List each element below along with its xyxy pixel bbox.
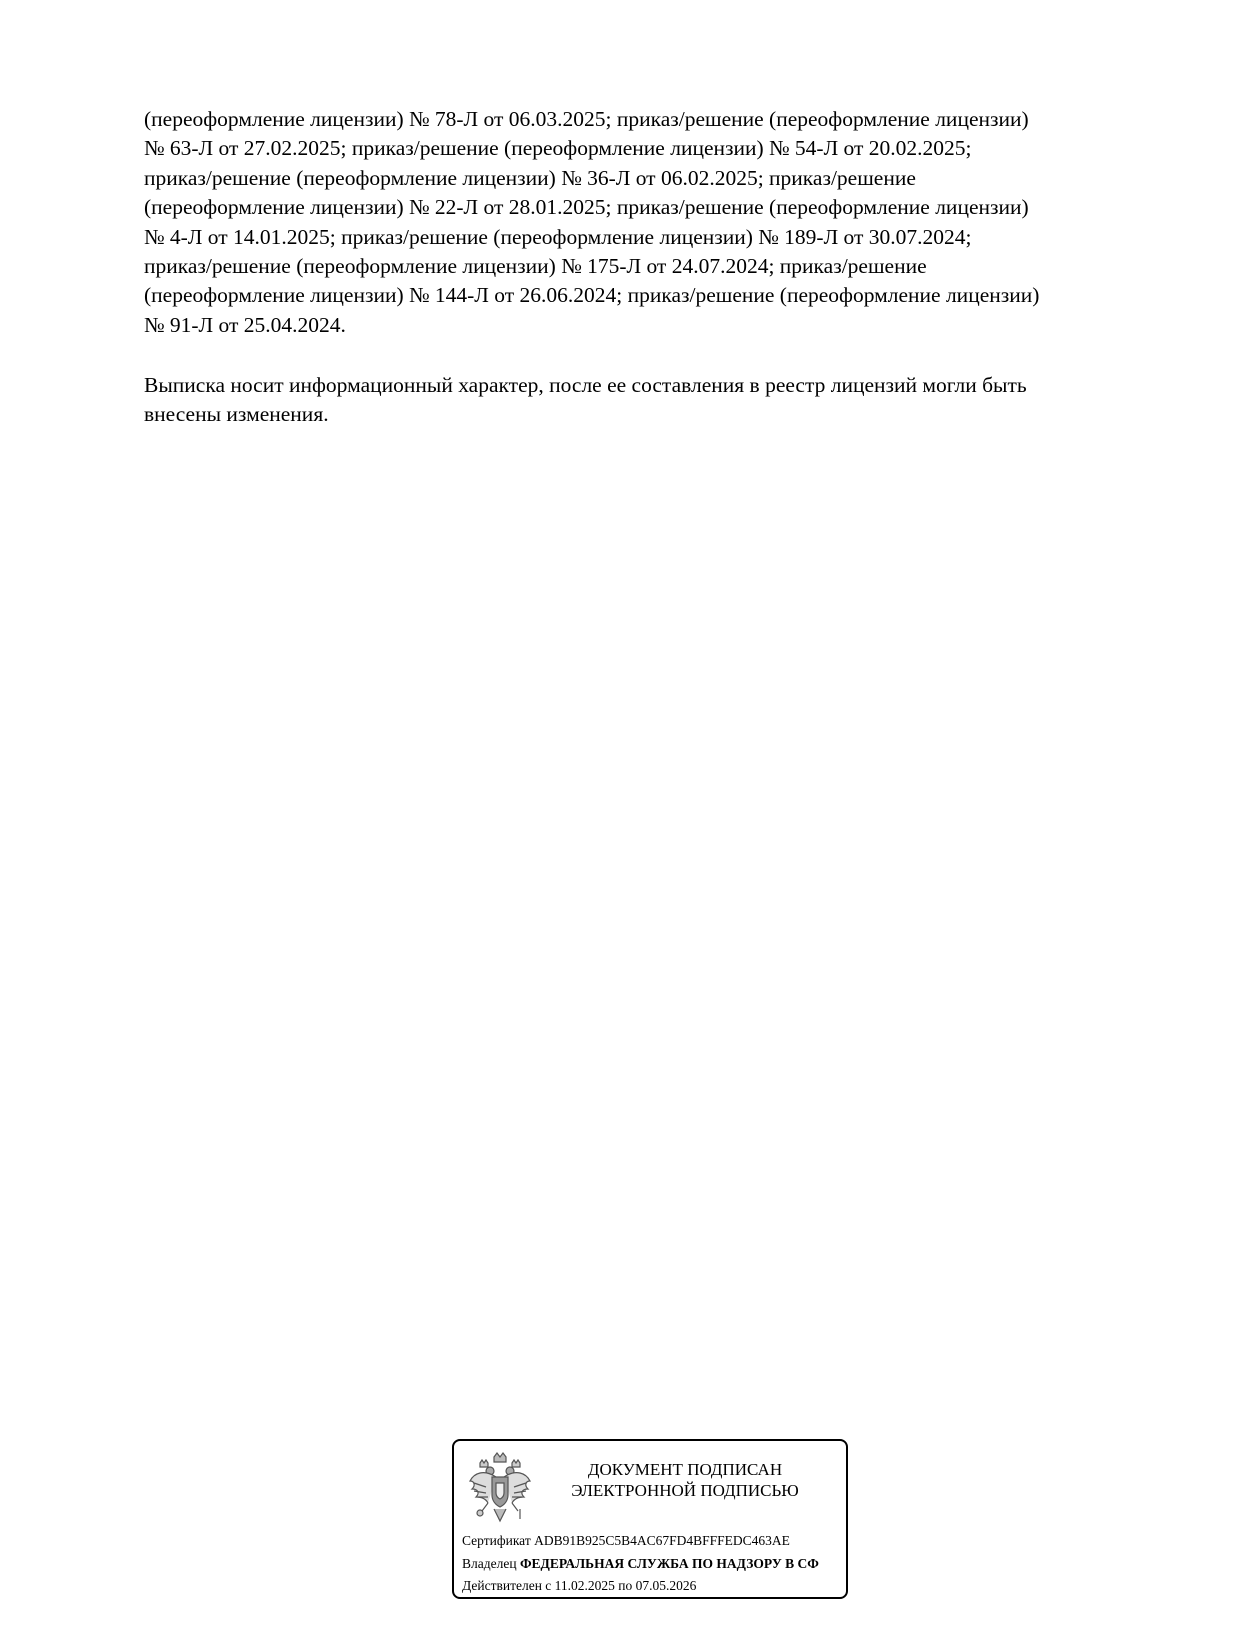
stamp-header — [544, 1459, 826, 1501]
owner-value: ФЕДЕРАЛЬНАЯ СЛУЖБА ПО НАДЗОРУ В СФ — [519, 1556, 819, 1571]
text-line: (переоформление лицензии) № 144-Л от 26.06.2024; приказ/решение (переоформление лицензии) — [144, 283, 1040, 308]
text-line: № 4-Л от 14.01.2025; приказ/решение (переоформление лицензии) № 189-Л от 30.07.2024; — [144, 224, 972, 249]
text-line: приказ/решение (переоформление лицензии) № 175-Л от 24.07.2024; приказ/решение — [144, 254, 927, 279]
text-line: (переоформление лицензии) № 78-Л от 06.03.2025; приказ/решение (переоформление лицензии) — [144, 107, 1029, 131]
electronic-signature-stamp — [452, 1439, 848, 1599]
license-orders-paragraph — [144, 105, 1174, 340]
validity-text: Действителен с 11.02.2025 по 07.05.2026 — [462, 1578, 697, 1593]
owner-label: Владелец — [462, 1556, 517, 1571]
text-line: внесены изменения. — [144, 402, 329, 427]
certificate-value: ADB91B925C5B4AC67FD4BFFFEDC463AE — [534, 1533, 790, 1548]
text-line: Выписка носит информационный характер, после ее составления в реестр лицензий могли быть — [144, 373, 1027, 397]
stamp-header-line: ЭЛЕКТРОННОЙ ПОДПИСЬЮ — [571, 1481, 799, 1500]
text-line: № 63-Л от 27.02.2025; приказ/решение (переоформление лицензии) № 54-Л от 20.02.2025; — [144, 136, 972, 161]
text-line: (переоформление лицензии) № 22-Л от 28.01.2025; приказ/решение (переоформление лицензии) — [144, 195, 1029, 220]
stamp-header-line: ДОКУМЕНТ ПОДПИСАН — [587, 1460, 783, 1479]
russian-coat-of-arms-icon — [466, 1451, 534, 1527]
text-line: № 91-Л от 25.04.2024. — [144, 312, 346, 337]
text-line: приказ/решение (переоформление лицензии) № 36-Л от 06.02.2025; приказ/решение — [144, 165, 916, 190]
validity-row — [462, 1578, 696, 1594]
disclaimer-paragraph — [144, 371, 1174, 430]
certificate-row — [462, 1533, 790, 1549]
certificate-label: Сертификат — [462, 1533, 531, 1548]
owner-row — [462, 1556, 819, 1572]
